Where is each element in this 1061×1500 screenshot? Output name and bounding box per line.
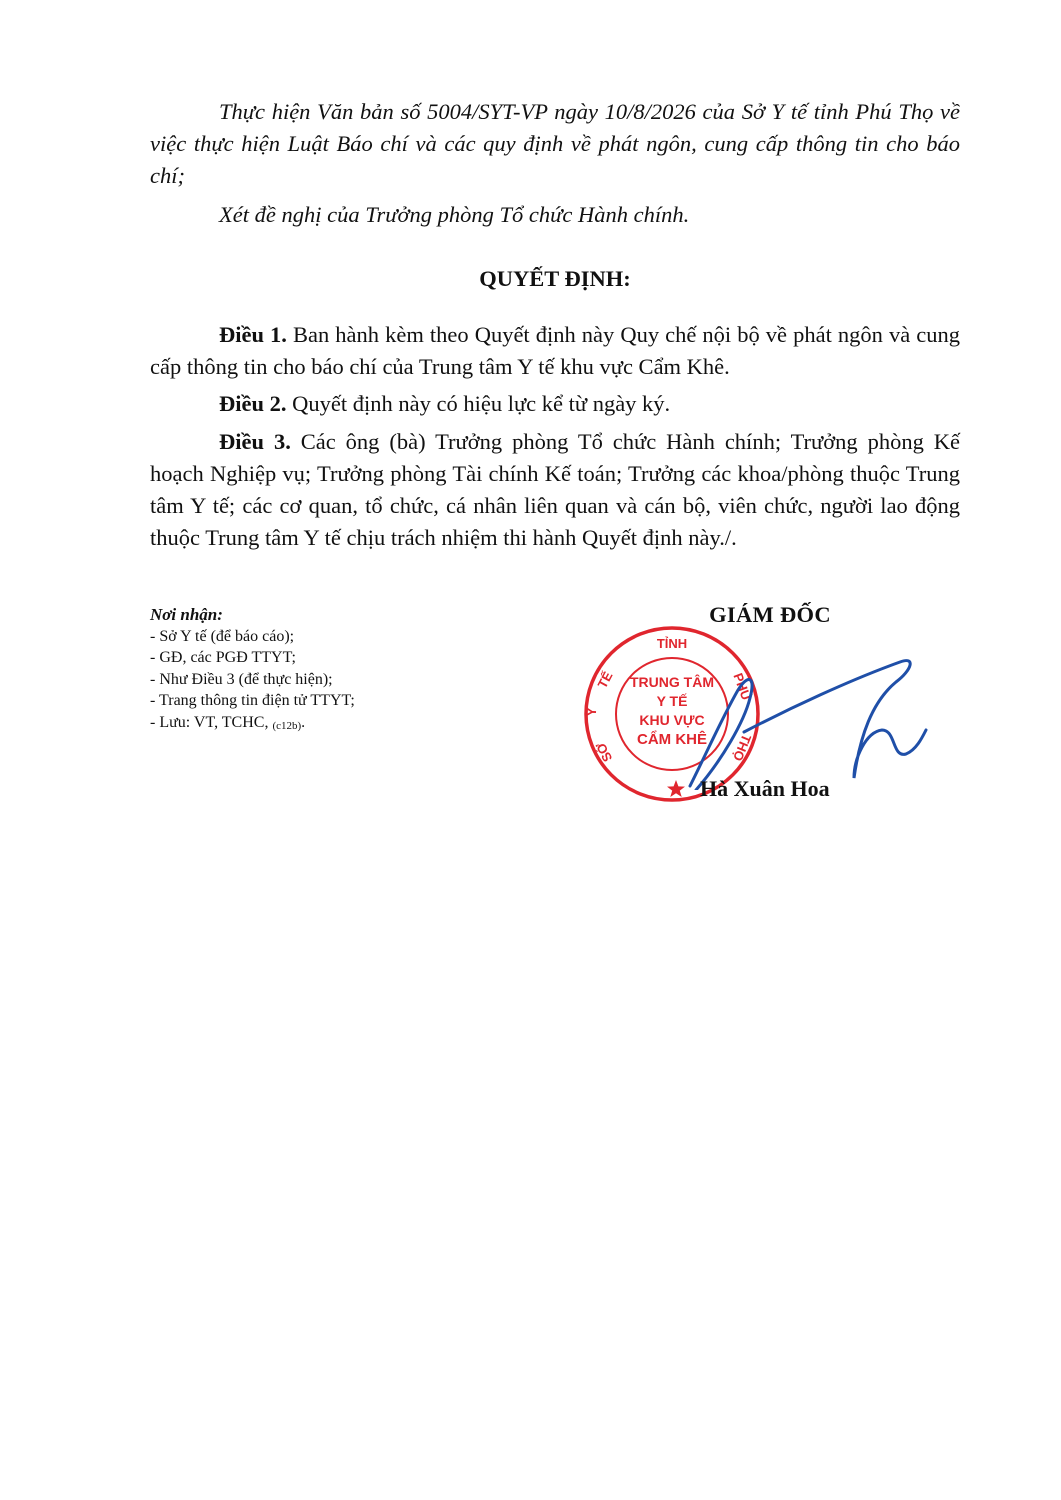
seal-ring-right-2: THỌ <box>730 732 755 764</box>
seal-center-line-4: CẨM KHÊ <box>637 731 707 748</box>
recipients-list <box>150 626 355 738</box>
signature-stroke-2 <box>744 661 926 778</box>
recipient-item: - GĐ, các PGĐ TTYT; <box>150 649 296 666</box>
handwritten-signature <box>660 640 930 790</box>
seal-center-line-1: TRUNG TÂM <box>630 674 714 690</box>
article-1 <box>150 319 960 383</box>
article-3 <box>150 426 960 555</box>
basis-document-ref: Thực hiện Văn bản số 5004/SYT-VP ngày 10/8/2026 của Sở Y tế tỉnh Phú Thọ về việc thực hiện Luật Báo chí và các quy định về phát ngôn, cung cấp thông tin cho báo chí; <box>150 99 960 189</box>
article-2-text: Quyết định này có hiệu lực kể từ ngày ký. <box>286 391 671 417</box>
decision-body <box>150 96 960 559</box>
seal-center-line-3: KHU VỰC <box>639 712 705 728</box>
article-2 <box>150 388 960 420</box>
seal-center-line-2: Y TẾ <box>656 693 688 709</box>
decision-title: QUYẾT ĐỊNH: <box>479 265 631 291</box>
article-1-text: Ban hành kèm theo Quyết định này Quy chế nội bộ về phát ngôn và cung cấp thông tin cho báo chí của Trung tâm Y tế khu vực Cẩm Khê. <box>150 322 960 380</box>
recipient-item: - Sở Y tế (để báo cáo); <box>150 627 295 645</box>
recipient-item: - Trang thông tin điện tử TTYT; <box>150 692 355 709</box>
recipients-block <box>150 604 355 737</box>
seal-ring-right-1: PHÚ <box>730 670 754 702</box>
signature-stroke-1 <box>690 680 755 790</box>
archive-text: - Lưu: VT, TCHC, <box>150 713 273 731</box>
seal-ring-left-1: Y <box>583 707 600 717</box>
recipient-item-archive <box>150 712 355 738</box>
article-2-label: Điều 2. <box>219 391 287 417</box>
archive-end: . <box>301 713 306 731</box>
article-3-label: Điều 3. <box>219 428 291 454</box>
recipients-title: Nơi nhận: <box>150 605 223 624</box>
archive-code: (c12b) <box>272 719 302 732</box>
seal-ring-bottom: SỞ <box>592 739 616 765</box>
seal-ring-left-2: TẾ <box>594 669 616 691</box>
seal-ring-top: TỈNH <box>656 636 688 651</box>
signer-name: Hà Xuân Hoa <box>700 776 830 801</box>
article-1-label: Điều 1. <box>219 322 287 348</box>
basis-proposal: Xét đề nghị của Trưởng phòng Tổ chức Hành chính. <box>219 201 690 227</box>
signer-title: GIÁM ĐỐC <box>709 602 831 627</box>
article-3-text: Các ông (bà) Trưởng phòng Tổ chức Hành chính; Trưởng phòng Kế hoạch Nghiệp vụ; Trưởng phòng Tài chính Kế toán; Trưởng các khoa/phòng thuộc Trung tâm Y tế; các cơ quan, tổ chức, cá nhân liên quan và cán bộ, viên chức, người lao động thuộc Trung tâm Y tế chịu trách nhiệm thi hành Quyết định này./. <box>150 428 960 551</box>
recipient-item: - Như Điều 3 (để thực hiện); <box>150 670 333 688</box>
